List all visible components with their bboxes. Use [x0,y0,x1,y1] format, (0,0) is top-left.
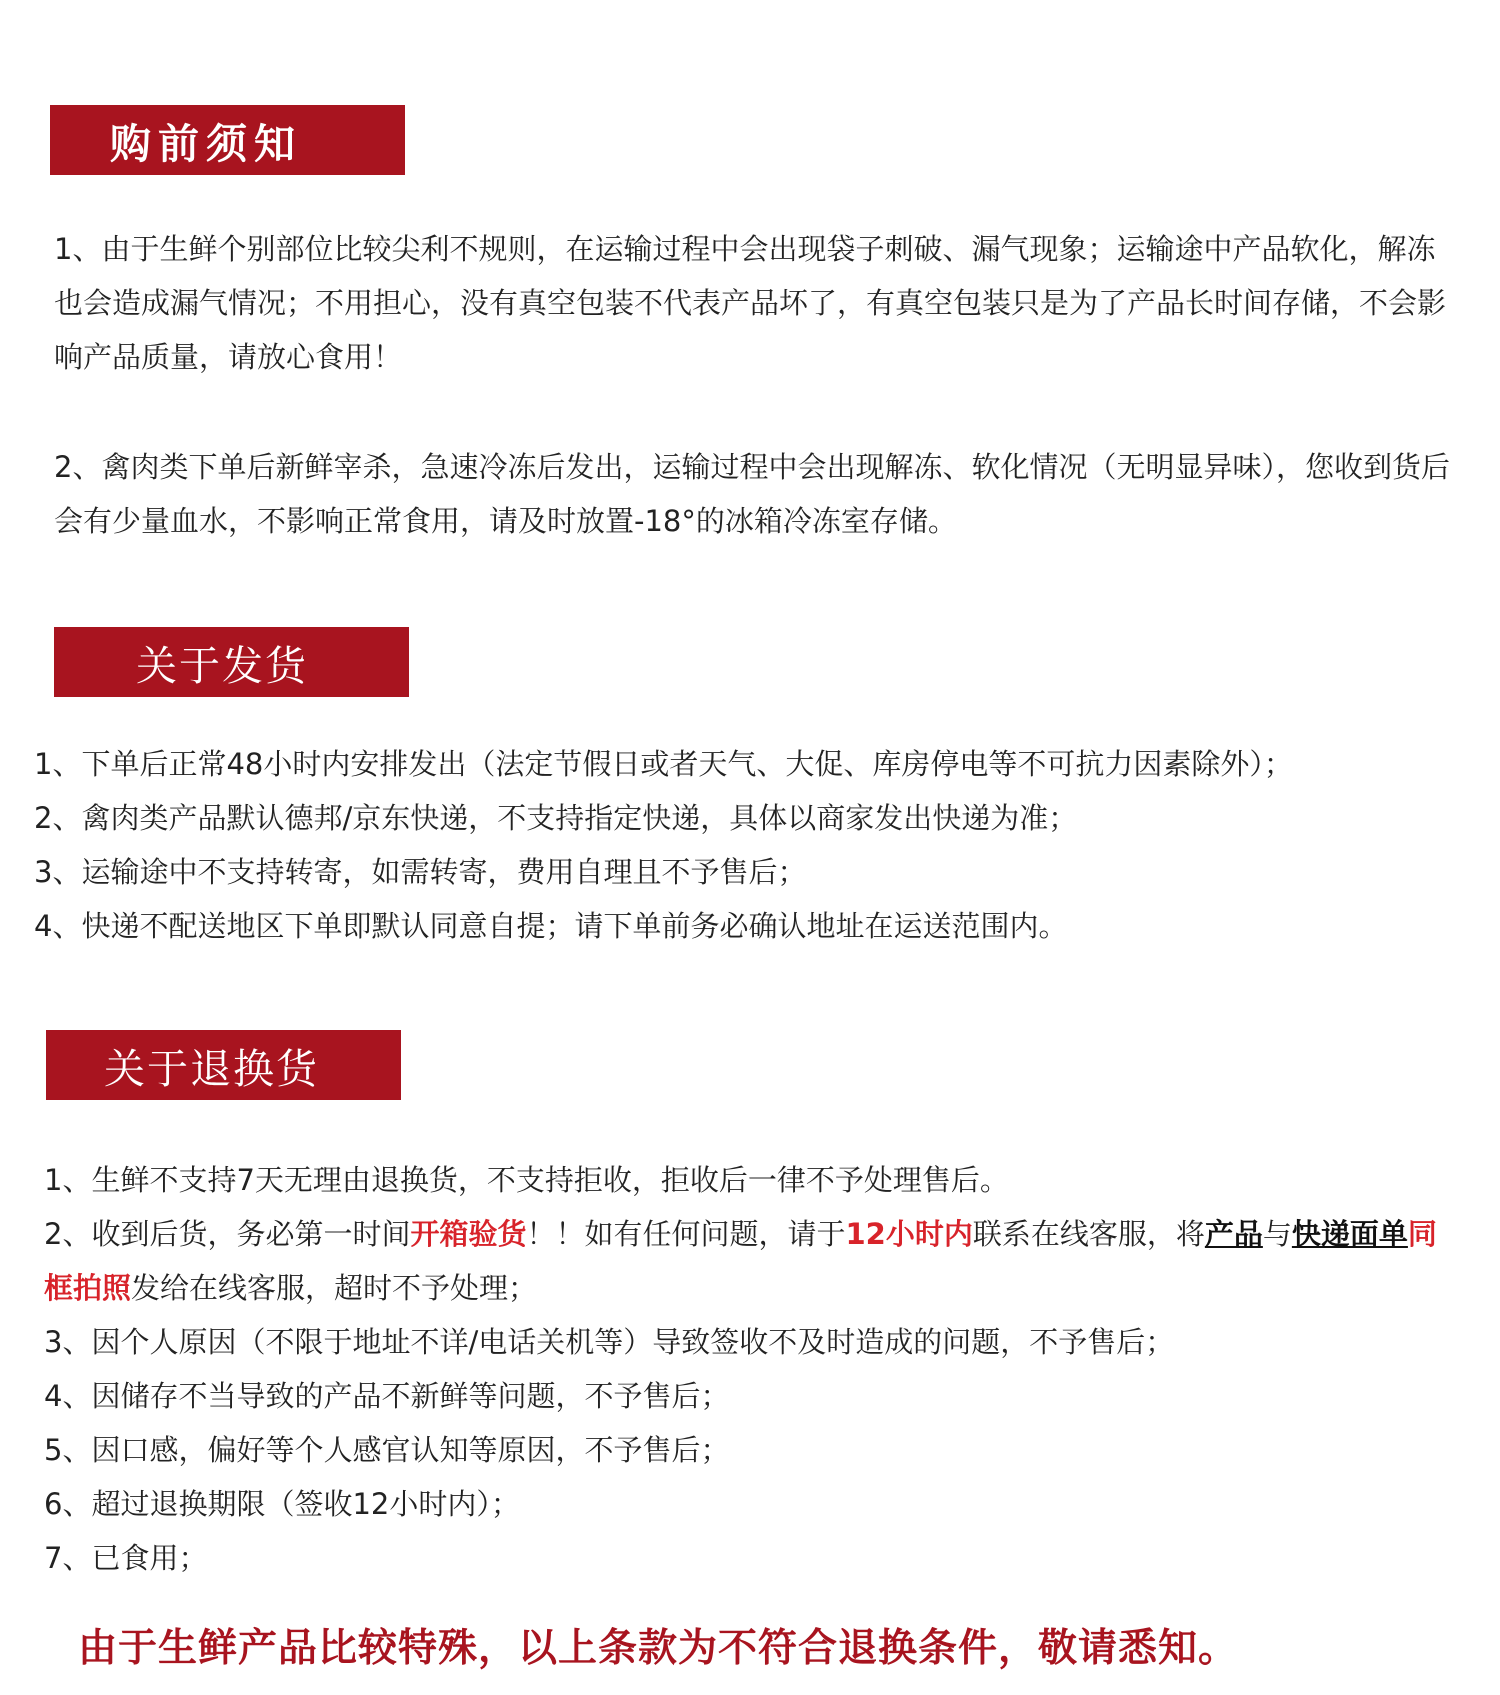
list-item: 2、禽肉类产品默认德邦/京东快递，不支持指定快递，具体以商家发出快递为准； [34,801,1078,835]
list-item: 4、因储存不当导致的产品不新鲜等问题，不予售后； [44,1379,730,1413]
list-item: 7、已食用； [44,1541,208,1575]
same-frame-photo-highlight: 同框拍照 [44,1217,1437,1305]
shipping-list [34,737,1293,953]
list-item: 3、运输途中不支持转寄，如需转寄，费用自理且不予售后； [34,855,807,889]
list-item: 1、下单后正常48小时内安排发出（法定节假日或者天气、大促、库房停电等不可抗力因素除外）； [34,747,1293,781]
list-item: 6、超过退换期限（签收12小时内）； [44,1487,520,1521]
product-underline: 产品 [1204,1217,1263,1251]
list-item: 3、因个人原因（不限于地址不详/电话关机等）导致签收不及时造成的问题，不予售后； [44,1325,1175,1359]
waybill-underline: 快递面单 [1291,1217,1408,1251]
returns-list [44,1153,1464,1585]
unbox-inspect-highlight: 开箱验货 [410,1217,527,1251]
inspection-text: 与 [1262,1217,1292,1251]
purchase-notice-heading: 购前须知 [50,105,405,175]
time-limit-highlight: 12小时内 [845,1217,973,1251]
shipping-heading: 关于发货 [54,627,409,697]
purchase-notice-paragraph-1: 1、由于生鲜个别部位比较尖利不规则，在运输过程中会出现袋子刺破、漏气现象；运输途中产品软化，解冻也会造成漏气情况；不用担心，没有真空包装不代表产品坏了，有真空包装只是为了产品长时间存储，不会影响产品质量，请放心食用！ [54,232,1447,374]
inspection-text: 2、收到后货，务必第一时间 [44,1217,411,1251]
inspection-text: 发给在线客服，超时不予处理； [131,1271,538,1305]
purchase-notice-paragraph-2: 2、禽肉类下单后新鲜宰杀，急速冷冻后发出，运输过程中会出现解冻、软化情况（无明显异味），您收到货后会有少量血水，不影响正常食用，请及时放置-18°的冰箱冷冻室存储。 [54,450,1450,538]
final-notice: 由于生鲜产品比较特殊，以上条款为不符合退换条件，敬请悉知。 [78,1626,1239,1671]
inspection-text: 联系在线客服，将 [972,1217,1205,1251]
inspection-text: ！！如有任何问题，请于 [526,1217,846,1251]
returns-heading: 关于退换货 [46,1030,401,1100]
list-item: 1、生鲜不支持7天无理由退换货，不支持拒收，拒收后一律不予处理售后。 [44,1163,1009,1197]
list-item: 4、快递不配送地区下单即默认同意自提；请下单前务必确认地址在运送范围内。 [34,909,1068,943]
list-item: 5、因口感，偏好等个人感官认知等原因，不予售后； [44,1433,730,1467]
list-item-inspection [44,1207,1464,1315]
